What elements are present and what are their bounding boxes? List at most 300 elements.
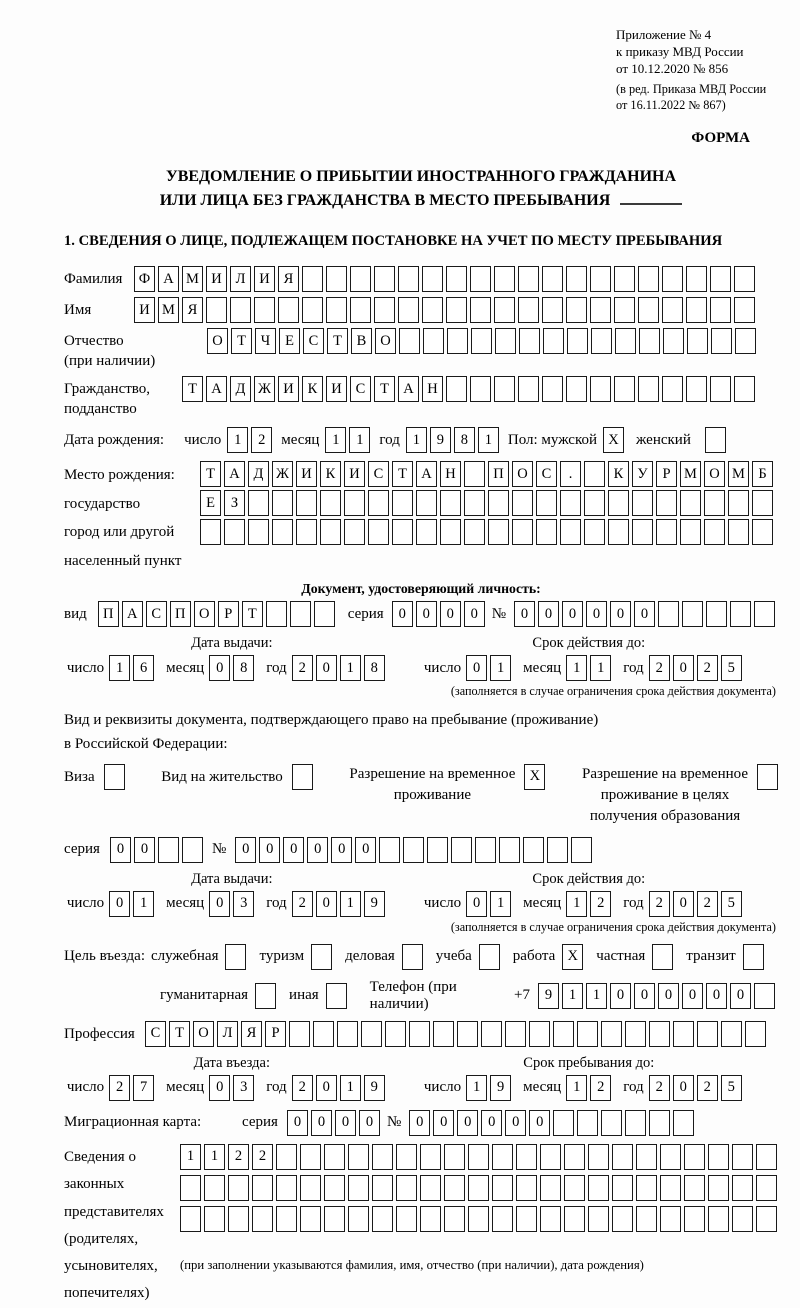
- char-cell[interactable]: 0: [109, 891, 130, 917]
- char-cell[interactable]: Д: [248, 461, 269, 487]
- char-cell[interactable]: [494, 376, 515, 402]
- char-cell[interactable]: [230, 297, 251, 323]
- char-cell[interactable]: 0: [682, 983, 703, 1009]
- char-cell[interactable]: [754, 983, 775, 1009]
- purpose-private-checkbox[interactable]: [652, 944, 673, 970]
- char-cell[interactable]: [302, 297, 323, 323]
- char-cell[interactable]: [590, 266, 611, 292]
- char-cell[interactable]: [470, 297, 491, 323]
- char-cell[interactable]: [542, 297, 563, 323]
- char-cell[interactable]: [686, 266, 707, 292]
- char-cell[interactable]: 0: [457, 1110, 478, 1136]
- char-cell[interactable]: 0: [538, 601, 559, 627]
- char-cell[interactable]: 0: [440, 601, 461, 627]
- char-cell[interactable]: [494, 266, 515, 292]
- char-cell[interactable]: А: [416, 461, 437, 487]
- char-cell[interactable]: 0: [505, 1110, 526, 1136]
- char-cell[interactable]: [632, 490, 653, 516]
- char-cell[interactable]: А: [398, 376, 419, 402]
- char-cell[interactable]: [590, 376, 611, 402]
- char-cell[interactable]: [697, 1021, 718, 1047]
- char-cell[interactable]: [344, 490, 365, 516]
- char-cell[interactable]: Ч: [255, 328, 276, 354]
- char-cell[interactable]: [663, 328, 684, 354]
- char-cell[interactable]: [732, 1206, 753, 1232]
- char-cell[interactable]: [710, 297, 731, 323]
- char-cell[interactable]: 0: [466, 891, 487, 917]
- char-cell[interactable]: 0: [416, 601, 437, 627]
- char-cell[interactable]: 0: [586, 601, 607, 627]
- char-cell[interactable]: [728, 490, 749, 516]
- char-cell[interactable]: [704, 490, 725, 516]
- char-cell[interactable]: 1: [562, 983, 583, 1009]
- char-cell[interactable]: [385, 1021, 406, 1047]
- char-cell[interactable]: 0: [464, 601, 485, 627]
- char-cell[interactable]: [553, 1110, 574, 1136]
- char-cell[interactable]: [398, 266, 419, 292]
- char-cell[interactable]: 2: [292, 1075, 313, 1101]
- char-cell[interactable]: И: [326, 376, 347, 402]
- char-cell[interactable]: 0: [466, 655, 487, 681]
- char-cell[interactable]: [656, 519, 677, 545]
- char-cell[interactable]: [745, 1021, 766, 1047]
- char-cell[interactable]: [612, 1206, 633, 1232]
- char-cell[interactable]: [433, 1021, 454, 1047]
- char-cell[interactable]: [422, 297, 443, 323]
- char-cell[interactable]: [494, 297, 515, 323]
- char-cell[interactable]: Ф: [134, 266, 155, 292]
- char-cell[interactable]: [752, 490, 773, 516]
- char-cell[interactable]: [658, 601, 679, 627]
- char-cell[interactable]: П: [98, 601, 119, 627]
- char-cell[interactable]: [374, 297, 395, 323]
- char-cell[interactable]: 0: [359, 1110, 380, 1136]
- char-cell[interactable]: [543, 328, 564, 354]
- char-cell[interactable]: [704, 519, 725, 545]
- char-cell[interactable]: Л: [230, 266, 251, 292]
- char-cell[interactable]: А: [206, 376, 227, 402]
- char-cell[interactable]: [639, 328, 660, 354]
- char-cell[interactable]: [444, 1144, 465, 1170]
- char-cell[interactable]: [324, 1175, 345, 1201]
- char-cell[interactable]: [464, 519, 485, 545]
- char-cell[interactable]: [590, 297, 611, 323]
- char-cell[interactable]: 5: [721, 1075, 742, 1101]
- char-cell[interactable]: [682, 601, 703, 627]
- char-cell[interactable]: [560, 519, 581, 545]
- char-cell[interactable]: Ж: [254, 376, 275, 402]
- char-cell[interactable]: 9: [490, 1075, 511, 1101]
- char-cell[interactable]: [752, 519, 773, 545]
- char-cell[interactable]: 1: [227, 427, 248, 453]
- char-cell[interactable]: [471, 328, 492, 354]
- char-cell[interactable]: [420, 1144, 441, 1170]
- char-cell[interactable]: 0: [316, 891, 337, 917]
- char-cell[interactable]: [756, 1175, 777, 1201]
- char-cell[interactable]: 0: [316, 655, 337, 681]
- char-cell[interactable]: 0: [209, 655, 230, 681]
- char-cell[interactable]: [732, 1175, 753, 1201]
- char-cell[interactable]: Я: [241, 1021, 262, 1047]
- char-cell[interactable]: [396, 1175, 417, 1201]
- char-cell[interactable]: 0: [610, 601, 631, 627]
- char-cell[interactable]: [564, 1175, 585, 1201]
- char-cell[interactable]: [735, 328, 756, 354]
- char-cell[interactable]: 1: [586, 983, 607, 1009]
- char-cell[interactable]: [468, 1175, 489, 1201]
- char-cell[interactable]: [278, 297, 299, 323]
- char-cell[interactable]: [398, 297, 419, 323]
- char-cell[interactable]: [523, 837, 544, 863]
- char-cell[interactable]: [492, 1175, 513, 1201]
- char-cell[interactable]: 0: [658, 983, 679, 1009]
- char-cell[interactable]: [228, 1206, 249, 1232]
- char-cell[interactable]: [542, 266, 563, 292]
- char-cell[interactable]: [266, 601, 287, 627]
- char-cell[interactable]: [296, 519, 317, 545]
- char-cell[interactable]: [584, 461, 605, 487]
- char-cell[interactable]: [348, 1144, 369, 1170]
- char-cell[interactable]: И: [254, 266, 275, 292]
- char-cell[interactable]: [495, 328, 516, 354]
- char-cell[interactable]: [649, 1021, 670, 1047]
- char-cell[interactable]: [540, 1144, 561, 1170]
- char-cell[interactable]: [614, 376, 635, 402]
- temp-residence-checkbox[interactable]: X: [524, 764, 545, 790]
- char-cell[interactable]: Е: [200, 490, 221, 516]
- char-cell[interactable]: [300, 1175, 321, 1201]
- char-cell[interactable]: [320, 519, 341, 545]
- char-cell[interactable]: М: [728, 461, 749, 487]
- char-cell[interactable]: [446, 297, 467, 323]
- char-cell[interactable]: [444, 1175, 465, 1201]
- char-cell[interactable]: [481, 1021, 502, 1047]
- char-cell[interactable]: Т: [374, 376, 395, 402]
- char-cell[interactable]: 3: [233, 891, 254, 917]
- char-cell[interactable]: [350, 297, 371, 323]
- char-cell[interactable]: [518, 266, 539, 292]
- char-cell[interactable]: [684, 1144, 705, 1170]
- char-cell[interactable]: 0: [134, 837, 155, 863]
- char-cell[interactable]: 0: [355, 837, 376, 863]
- char-cell[interactable]: [547, 837, 568, 863]
- char-cell[interactable]: [673, 1110, 694, 1136]
- char-cell[interactable]: [409, 1021, 430, 1047]
- char-cell[interactable]: [272, 519, 293, 545]
- char-cell[interactable]: 0: [673, 891, 694, 917]
- char-cell[interactable]: [684, 1206, 705, 1232]
- char-cell[interactable]: [492, 1144, 513, 1170]
- char-cell[interactable]: [350, 266, 371, 292]
- char-cell[interactable]: 0: [335, 1110, 356, 1136]
- char-cell[interactable]: Р: [656, 461, 677, 487]
- char-cell[interactable]: [601, 1021, 622, 1047]
- char-cell[interactable]: В: [351, 328, 372, 354]
- char-cell[interactable]: [204, 1175, 225, 1201]
- char-cell[interactable]: [516, 1144, 537, 1170]
- char-cell[interactable]: [180, 1175, 201, 1201]
- char-cell[interactable]: [368, 490, 389, 516]
- char-cell[interactable]: 1: [566, 655, 587, 681]
- char-cell[interactable]: [324, 1206, 345, 1232]
- char-cell[interactable]: 9: [364, 891, 385, 917]
- char-cell[interactable]: [252, 1175, 273, 1201]
- char-cell[interactable]: [516, 1175, 537, 1201]
- char-cell[interactable]: Я: [182, 297, 203, 323]
- char-cell[interactable]: [710, 376, 731, 402]
- char-cell[interactable]: 1: [325, 427, 346, 453]
- char-cell[interactable]: С: [368, 461, 389, 487]
- char-cell[interactable]: [656, 490, 677, 516]
- char-cell[interactable]: [420, 1206, 441, 1232]
- char-cell[interactable]: [638, 376, 659, 402]
- char-cell[interactable]: [499, 837, 520, 863]
- char-cell[interactable]: Т: [392, 461, 413, 487]
- char-cell[interactable]: Т: [327, 328, 348, 354]
- char-cell[interactable]: [708, 1175, 729, 1201]
- char-cell[interactable]: [540, 1175, 561, 1201]
- char-cell[interactable]: 1: [109, 655, 130, 681]
- char-cell[interactable]: 1: [349, 427, 370, 453]
- temp-residence-education-checkbox[interactable]: [757, 764, 778, 790]
- char-cell[interactable]: 9: [538, 983, 559, 1009]
- char-cell[interactable]: [488, 519, 509, 545]
- char-cell[interactable]: 0: [316, 1075, 337, 1101]
- char-cell[interactable]: 8: [233, 655, 254, 681]
- char-cell[interactable]: 7: [133, 1075, 154, 1101]
- char-cell[interactable]: [632, 519, 653, 545]
- char-cell[interactable]: 2: [649, 891, 670, 917]
- char-cell[interactable]: Т: [231, 328, 252, 354]
- char-cell[interactable]: [662, 266, 683, 292]
- char-cell[interactable]: О: [193, 1021, 214, 1047]
- char-cell[interactable]: [206, 297, 227, 323]
- char-cell[interactable]: [536, 490, 557, 516]
- char-cell[interactable]: П: [170, 601, 191, 627]
- char-cell[interactable]: [601, 1110, 622, 1136]
- char-cell[interactable]: [588, 1144, 609, 1170]
- char-cell[interactable]: И: [344, 461, 365, 487]
- char-cell[interactable]: [276, 1206, 297, 1232]
- char-cell[interactable]: [368, 519, 389, 545]
- sex-female-checkbox[interactable]: [705, 427, 726, 453]
- char-cell[interactable]: [326, 297, 347, 323]
- char-cell[interactable]: [686, 376, 707, 402]
- char-cell[interactable]: 6: [133, 655, 154, 681]
- char-cell[interactable]: 0: [673, 655, 694, 681]
- char-cell[interactable]: 1: [490, 891, 511, 917]
- char-cell[interactable]: [734, 297, 755, 323]
- char-cell[interactable]: [451, 837, 472, 863]
- char-cell[interactable]: [468, 1206, 489, 1232]
- char-cell[interactable]: [416, 519, 437, 545]
- char-cell[interactable]: О: [512, 461, 533, 487]
- char-cell[interactable]: 1: [406, 427, 427, 453]
- char-cell[interactable]: Р: [265, 1021, 286, 1047]
- char-cell[interactable]: [248, 519, 269, 545]
- char-cell[interactable]: [686, 297, 707, 323]
- purpose-tourism-checkbox[interactable]: [311, 944, 332, 970]
- char-cell[interactable]: К: [320, 461, 341, 487]
- char-cell[interactable]: [464, 490, 485, 516]
- char-cell[interactable]: [488, 490, 509, 516]
- char-cell[interactable]: 1: [180, 1144, 201, 1170]
- char-cell[interactable]: М: [680, 461, 701, 487]
- char-cell[interactable]: [470, 266, 491, 292]
- char-cell[interactable]: [224, 519, 245, 545]
- char-cell[interactable]: И: [134, 297, 155, 323]
- char-cell[interactable]: 0: [514, 601, 535, 627]
- char-cell[interactable]: 0: [331, 837, 352, 863]
- char-cell[interactable]: 8: [364, 655, 385, 681]
- char-cell[interactable]: П: [488, 461, 509, 487]
- char-cell[interactable]: [560, 490, 581, 516]
- char-cell[interactable]: [512, 490, 533, 516]
- char-cell[interactable]: [399, 328, 420, 354]
- char-cell[interactable]: 0: [311, 1110, 332, 1136]
- char-cell[interactable]: Т: [182, 376, 203, 402]
- visa-checkbox[interactable]: [104, 764, 125, 790]
- char-cell[interactable]: [566, 266, 587, 292]
- char-cell[interactable]: [300, 1144, 321, 1170]
- char-cell[interactable]: 0: [307, 837, 328, 863]
- char-cell[interactable]: [636, 1144, 657, 1170]
- char-cell[interactable]: [505, 1021, 526, 1047]
- char-cell[interactable]: [422, 266, 443, 292]
- char-cell[interactable]: [302, 266, 323, 292]
- char-cell[interactable]: 2: [252, 1144, 273, 1170]
- char-cell[interactable]: Н: [440, 461, 461, 487]
- char-cell[interactable]: Н: [422, 376, 443, 402]
- char-cell[interactable]: [372, 1144, 393, 1170]
- char-cell[interactable]: [182, 837, 203, 863]
- char-cell[interactable]: [564, 1144, 585, 1170]
- char-cell[interactable]: [684, 1175, 705, 1201]
- char-cell[interactable]: 0: [209, 1075, 230, 1101]
- char-cell[interactable]: О: [704, 461, 725, 487]
- char-cell[interactable]: 2: [251, 427, 272, 453]
- char-cell[interactable]: 1: [466, 1075, 487, 1101]
- char-cell[interactable]: [680, 490, 701, 516]
- char-cell[interactable]: [423, 328, 444, 354]
- char-cell[interactable]: С: [146, 601, 167, 627]
- char-cell[interactable]: 0: [110, 837, 131, 863]
- char-cell[interactable]: [614, 297, 635, 323]
- char-cell[interactable]: 1: [590, 655, 611, 681]
- char-cell[interactable]: [447, 328, 468, 354]
- char-cell[interactable]: 0: [634, 601, 655, 627]
- char-cell[interactable]: Е: [279, 328, 300, 354]
- char-cell[interactable]: [584, 490, 605, 516]
- char-cell[interactable]: 2: [590, 891, 611, 917]
- char-cell[interactable]: 5: [721, 655, 742, 681]
- char-cell[interactable]: [272, 490, 293, 516]
- char-cell[interactable]: [464, 461, 485, 487]
- char-cell[interactable]: [588, 1175, 609, 1201]
- char-cell[interactable]: [300, 1206, 321, 1232]
- char-cell[interactable]: [756, 1206, 777, 1232]
- char-cell[interactable]: О: [375, 328, 396, 354]
- char-cell[interactable]: М: [158, 297, 179, 323]
- purpose-study-checkbox[interactable]: [479, 944, 500, 970]
- purpose-work-checkbox[interactable]: X: [562, 944, 583, 970]
- char-cell[interactable]: [348, 1175, 369, 1201]
- char-cell[interactable]: [337, 1021, 358, 1047]
- char-cell[interactable]: [540, 1206, 561, 1232]
- char-cell[interactable]: [608, 490, 629, 516]
- char-cell[interactable]: И: [296, 461, 317, 487]
- char-cell[interactable]: 1: [340, 1075, 361, 1101]
- char-cell[interactable]: [518, 297, 539, 323]
- char-cell[interactable]: [660, 1206, 681, 1232]
- char-cell[interactable]: Л: [217, 1021, 238, 1047]
- char-cell[interactable]: [446, 266, 467, 292]
- char-cell[interactable]: 0: [481, 1110, 502, 1136]
- char-cell[interactable]: С: [350, 376, 371, 402]
- char-cell[interactable]: [614, 266, 635, 292]
- char-cell[interactable]: Т: [169, 1021, 190, 1047]
- purpose-transit-checkbox[interactable]: [743, 944, 764, 970]
- char-cell[interactable]: [344, 519, 365, 545]
- char-cell[interactable]: [625, 1021, 646, 1047]
- char-cell[interactable]: [296, 490, 317, 516]
- char-cell[interactable]: 3: [233, 1075, 254, 1101]
- char-cell[interactable]: [687, 328, 708, 354]
- char-cell[interactable]: [254, 297, 275, 323]
- purpose-business-checkbox[interactable]: [402, 944, 423, 970]
- char-cell[interactable]: Ж: [272, 461, 293, 487]
- char-cell[interactable]: [204, 1206, 225, 1232]
- char-cell[interactable]: [529, 1021, 550, 1047]
- char-cell[interactable]: [721, 1021, 742, 1047]
- char-cell[interactable]: [734, 266, 755, 292]
- char-cell[interactable]: И: [206, 266, 227, 292]
- char-cell[interactable]: [374, 266, 395, 292]
- char-cell[interactable]: [457, 1021, 478, 1047]
- char-cell[interactable]: Т: [242, 601, 263, 627]
- char-cell[interactable]: [276, 1175, 297, 1201]
- char-cell[interactable]: 2: [649, 1075, 670, 1101]
- char-cell[interactable]: [379, 837, 400, 863]
- char-cell[interactable]: 2: [292, 655, 313, 681]
- char-cell[interactable]: [416, 490, 437, 516]
- char-cell[interactable]: [566, 297, 587, 323]
- char-cell[interactable]: 1: [204, 1144, 225, 1170]
- char-cell[interactable]: [566, 376, 587, 402]
- char-cell[interactable]: [290, 601, 311, 627]
- char-cell[interactable]: [542, 376, 563, 402]
- char-cell[interactable]: Я: [278, 266, 299, 292]
- char-cell[interactable]: [470, 376, 491, 402]
- char-cell[interactable]: [512, 519, 533, 545]
- char-cell[interactable]: [519, 328, 540, 354]
- char-cell[interactable]: [248, 490, 269, 516]
- char-cell[interactable]: [252, 1206, 273, 1232]
- char-cell[interactable]: 2: [697, 891, 718, 917]
- char-cell[interactable]: У: [632, 461, 653, 487]
- char-cell[interactable]: [518, 376, 539, 402]
- char-cell[interactable]: С: [145, 1021, 166, 1047]
- char-cell[interactable]: .: [560, 461, 581, 487]
- char-cell[interactable]: [180, 1206, 201, 1232]
- char-cell[interactable]: [636, 1175, 657, 1201]
- char-cell[interactable]: 8: [454, 427, 475, 453]
- char-cell[interactable]: Р: [218, 601, 239, 627]
- char-cell[interactable]: 0: [634, 983, 655, 1009]
- char-cell[interactable]: [636, 1206, 657, 1232]
- char-cell[interactable]: 9: [430, 427, 451, 453]
- char-cell[interactable]: [662, 297, 683, 323]
